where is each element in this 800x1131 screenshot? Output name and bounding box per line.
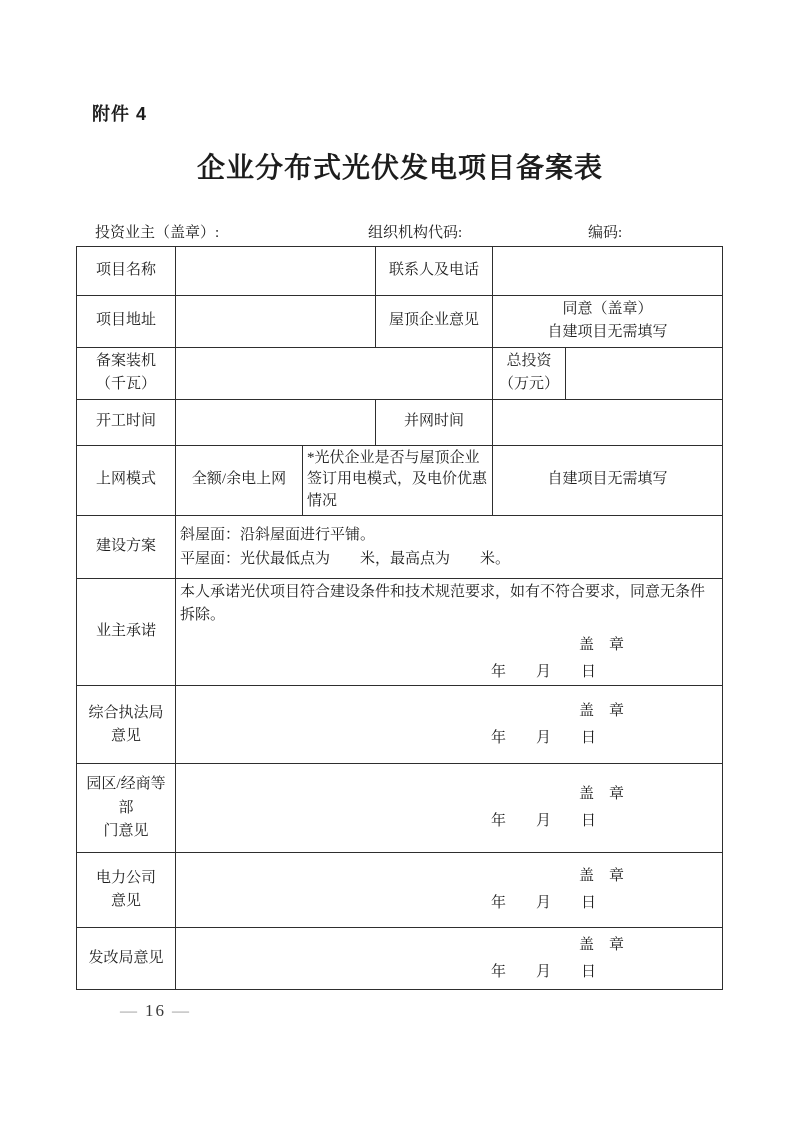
park-dept-label: 园区/经商等部 门意见 <box>77 764 176 853</box>
contact-label: 联系人及电话 <box>376 247 493 296</box>
owner-commitment-cell <box>176 578 723 686</box>
org-code-label: 组织机构代码: <box>368 225 463 241</box>
page-number-dash-right: — <box>172 1001 191 1020</box>
plan-line2: 平屋面：光伏最低点为 米，最高点为 米。 <box>180 550 511 567</box>
power-company-opinion-cell <box>176 853 723 928</box>
seal-placeholder: 盖 章 <box>578 868 624 885</box>
row-project-address <box>77 296 723 348</box>
construction-plan-label: 建设方案 <box>77 515 176 578</box>
filing-form-table <box>76 246 723 990</box>
power-company-label: 电力公司 意见 <box>77 853 176 928</box>
date-placeholder: 年 月 日 <box>490 664 596 681</box>
contact-value <box>493 247 723 296</box>
page-number <box>120 1001 191 1021</box>
plan-line1: 斜屋面：沿斜屋面进行平铺。 <box>180 526 376 543</box>
row-project-name <box>77 247 723 296</box>
law-enforcement-opinion-cell <box>176 686 723 764</box>
capacity-value <box>176 347 493 399</box>
grid-date-value <box>493 399 723 445</box>
date-placeholder: 年 月 日 <box>490 963 596 980</box>
roof-opinion-value <box>493 296 723 348</box>
page-title: 企业分布式光伏发电项目备案表 <box>196 153 603 184</box>
roof-opinion-label: 屋顶企业意见 <box>376 296 493 348</box>
ndrc-label: 发改局意见 <box>77 928 176 990</box>
seal-placeholder: 盖 章 <box>578 702 624 719</box>
grid-mode-note: *光伏企业是否与屋顶企业签订用电模式，及电价优惠情况 <box>303 445 493 515</box>
row-construction-plan <box>77 515 723 578</box>
law-enforcement-label: 综合执法局 意见 <box>77 686 176 764</box>
page-number-value: 16 <box>145 1001 166 1020</box>
investor-label: 投资业主（盖章）: <box>95 225 220 241</box>
row-grid-mode <box>77 445 723 515</box>
row-capacity <box>77 347 723 399</box>
date-placeholder: 年 月 日 <box>490 813 596 830</box>
grid-mode-label: 上网模式 <box>77 445 176 515</box>
project-address-value <box>176 296 376 348</box>
seal-placeholder: 盖 章 <box>578 786 624 803</box>
seal-placeholder: 盖 章 <box>578 936 624 953</box>
grid-mode-right: 自建项目无需填写 <box>493 445 723 515</box>
investment-label: 总投资 （万元） <box>493 347 566 399</box>
seal-placeholder: 盖 章 <box>578 637 624 654</box>
row-park-dept-opinion <box>77 764 723 853</box>
ndrc-opinion-cell <box>176 928 723 990</box>
grid-mode-value: 全额/余电上网 <box>176 445 303 515</box>
meta-row <box>76 221 722 241</box>
grid-date-label: 并网时间 <box>376 399 493 445</box>
row-ndrc-opinion <box>77 928 723 990</box>
commitment-text: 本人承诺光伏项目符合建设条件和技术规范要求，如有不符合要求，同意无条件拆除。 <box>180 583 706 623</box>
code-label: 编码: <box>588 225 623 241</box>
date-placeholder: 年 月 日 <box>490 729 596 746</box>
project-name-label: 项目名称 <box>77 247 176 296</box>
row-power-company-opinion <box>77 853 723 928</box>
attachment-label: 附件 4 <box>92 104 148 124</box>
construction-plan-value <box>176 515 723 578</box>
row-dates <box>77 399 723 445</box>
project-address-label: 项目地址 <box>77 296 176 348</box>
start-date-label: 开工时间 <box>77 399 176 445</box>
row-owner-commitment <box>77 578 723 686</box>
roof-opinion-line1: 同意（盖章） <box>562 301 653 317</box>
start-date-value <box>176 399 376 445</box>
row-law-enforcement-opinion <box>77 686 723 764</box>
capacity-label: 备案装机 （千瓦） <box>77 347 176 399</box>
date-placeholder: 年 月 日 <box>490 895 596 912</box>
park-dept-opinion-cell <box>176 764 723 853</box>
owner-commitment-label: 业主承诺 <box>77 578 176 686</box>
investment-value <box>566 347 723 399</box>
page-number-dash-left: — <box>120 1001 139 1020</box>
project-name-value <box>176 247 376 296</box>
roof-opinion-line2: 自建项目无需填写 <box>547 324 668 341</box>
